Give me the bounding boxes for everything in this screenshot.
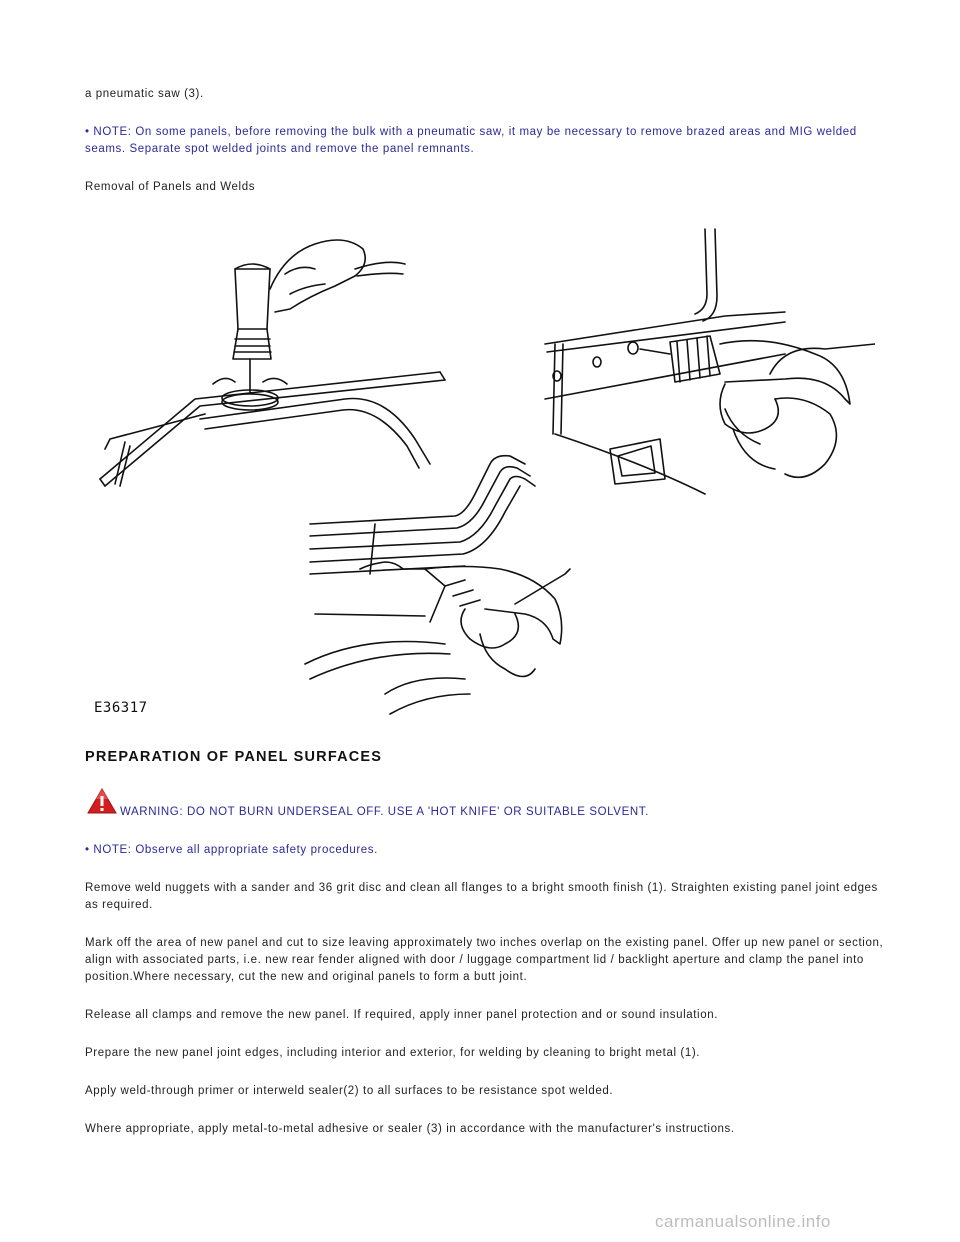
step-paragraph: Prepare the new panel joint edges, including interior and exterior, for welding by cleaning to bright metal (1). bbox=[85, 1047, 701, 1059]
step-paragraph: Remove weld nuggets with a sander and 36 grit disc and clean all flanges to a bright smooth finish (1). Straighten existing panel joint edges as required. bbox=[85, 882, 878, 911]
warning-icon bbox=[86, 787, 118, 815]
saw-rail-drawing bbox=[305, 456, 570, 714]
step-paragraph: Mark off the area of new panel and cut to size leaving approximately two inches overlap on the existing panel. Offer up new panel or section, align with associated parts, i.e. new rear fender aligned with door / luggage compartment lid / backlight aperture and clamp the panel into position.Where necessary, cut the new and original panels to form a butt joint. bbox=[85, 937, 884, 983]
figure-caption: Removal of Panels and Welds bbox=[85, 181, 256, 193]
watermark: carmanualsonline.info bbox=[655, 1212, 831, 1231]
drill-door-drawing bbox=[545, 229, 875, 494]
removal-illustration bbox=[85, 224, 875, 724]
section-heading: PREPARATION OF PANEL SURFACES bbox=[85, 749, 383, 765]
paragraph-saw-end: a pneumatic saw (3). bbox=[85, 88, 204, 100]
step-paragraph: Release all clamps and remove the new panel. If required, apply inner panel protection and or sound insulation. bbox=[85, 1009, 719, 1021]
step-paragraph: Where appropriate, apply metal-to-metal adhesive or sealer (3) in accordance with the manufacturer's instructions. bbox=[85, 1123, 735, 1135]
warning-text: WARNING: DO NOT BURN UNDERSEAL OFF. USE A 'HOT KNIFE' OR SUITABLE SOLVENT. bbox=[120, 806, 649, 818]
note-brazed-areas: • NOTE: On some panels, before removing the bulk with a pneumatic saw, it may be necessary to remove brazed areas and MIG welded seams. Separate spot welded joints and remove the panel remnants. bbox=[85, 126, 857, 155]
step-paragraph: Apply weld-through primer or interweld sealer(2) to all surfaces to be resistance spot welded. bbox=[85, 1085, 614, 1097]
figure-label: E36317 bbox=[94, 700, 148, 716]
sander-panel-drawing bbox=[100, 240, 445, 486]
note-safety: • NOTE: Observe all appropriate safety procedures. bbox=[85, 844, 378, 856]
